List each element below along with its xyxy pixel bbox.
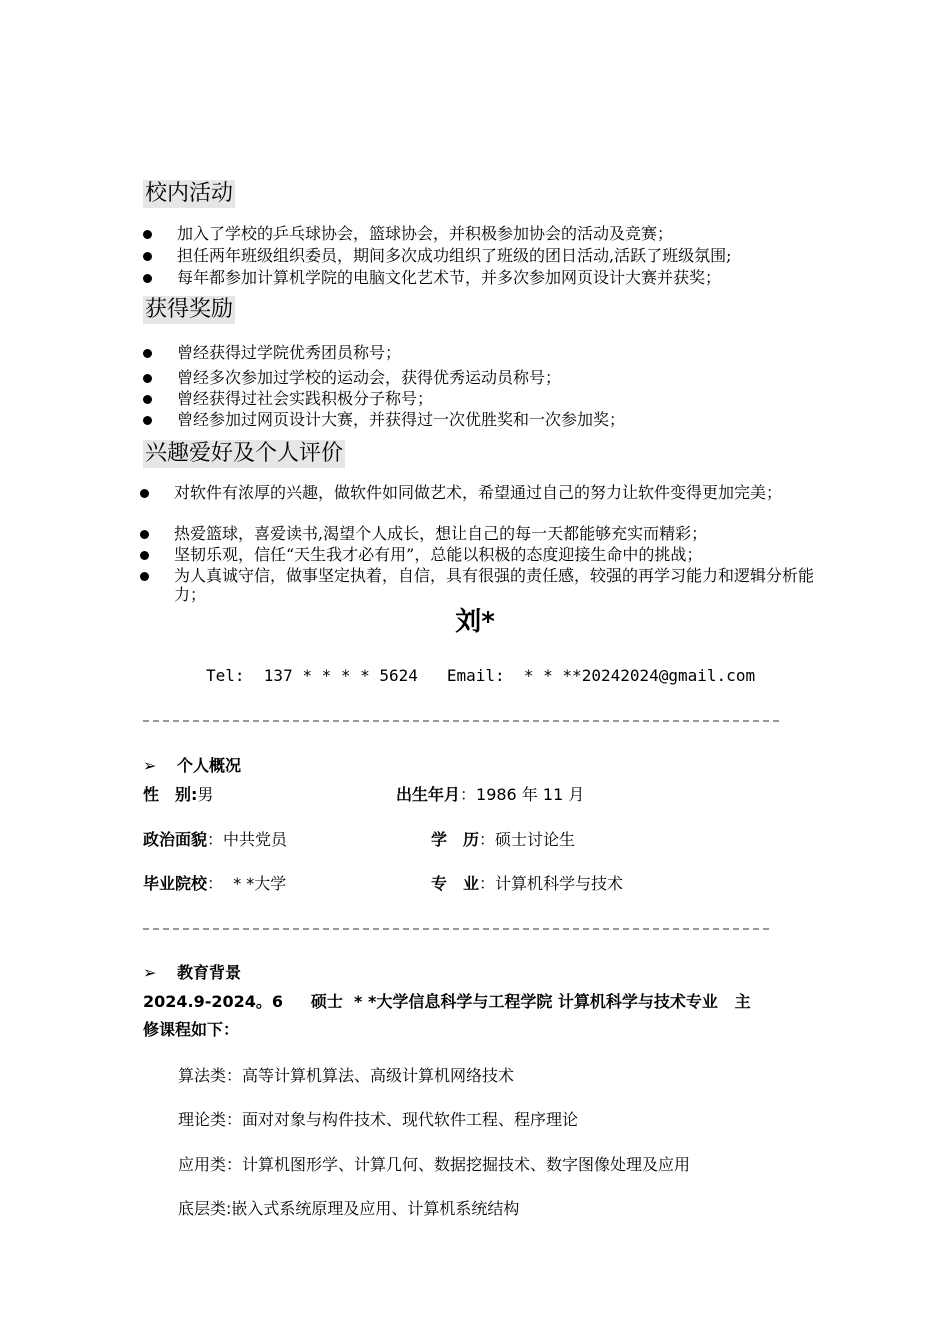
email-label: Email:: [446, 666, 505, 685]
contact-line: [206, 664, 755, 688]
bullet-icon: [143, 230, 152, 239]
bullet-icon: [143, 416, 152, 425]
resume-name: 刘*: [455, 607, 495, 637]
tel-label: Tel:: [206, 666, 245, 685]
field-birth: 出生年月：1986 年 11 月: [396, 785, 585, 804]
bullet-icon: [140, 572, 149, 581]
tel-value: 137 * * * * 5624: [263, 666, 418, 685]
course-line: 应用类：计算机图形学、计算几何、数据挖掘技术、数字图像处理及应用: [178, 1155, 691, 1174]
section-title-hobbies: 兴趣爱好及个人评价: [145, 441, 344, 466]
field-politics: 政治面貌：中共党员: [143, 830, 288, 849]
bullet-icon: [140, 551, 149, 560]
section-title-awards: 获得奖励: [145, 297, 234, 322]
field-school: 毕业院校： * *大学: [143, 874, 287, 893]
bullet-icon: [143, 395, 152, 404]
email-link[interactable]: * * **20242024@gmail.com: [523, 666, 756, 685]
arrow-right-icon: ➢: [143, 963, 157, 982]
section-title-education: ➢ 教育背景: [143, 963, 242, 982]
section-title-activities: 校内活动: [145, 181, 234, 206]
bullet-icon: [140, 489, 149, 498]
bullet-icon: [143, 274, 152, 283]
bullet-icon: [143, 252, 152, 261]
course-line: 理论类：面对对象与构件技术、现代软件工程、程序理论: [178, 1110, 579, 1129]
section-title-profile: ➢ 个人概况: [143, 756, 242, 775]
education-courses-intro: 修课程如下：: [143, 1020, 240, 1039]
education-period: 2024.9-2024。6 硕士 * *大学信息科学与工程学院 计算机科学与技术专业 主: [143, 992, 751, 1011]
divider: [143, 928, 769, 930]
field-major: 专 业：计算机科学与技术: [431, 874, 624, 893]
field-gender: 性 别:男: [143, 785, 214, 804]
bullet-icon: [143, 349, 152, 358]
bullet-icon: [140, 530, 149, 539]
field-degree: 学 历：硕士讨论生: [431, 830, 576, 849]
course-line: 底层类:嵌入式系统原理及应用、计算机系统结构: [178, 1199, 520, 1218]
course-line: 算法类：高等计算机算法、高级计算机网络技术: [178, 1066, 515, 1085]
bullet-icon: [143, 374, 152, 383]
divider: [143, 720, 779, 722]
arrow-right-icon: ➢: [143, 756, 157, 775]
